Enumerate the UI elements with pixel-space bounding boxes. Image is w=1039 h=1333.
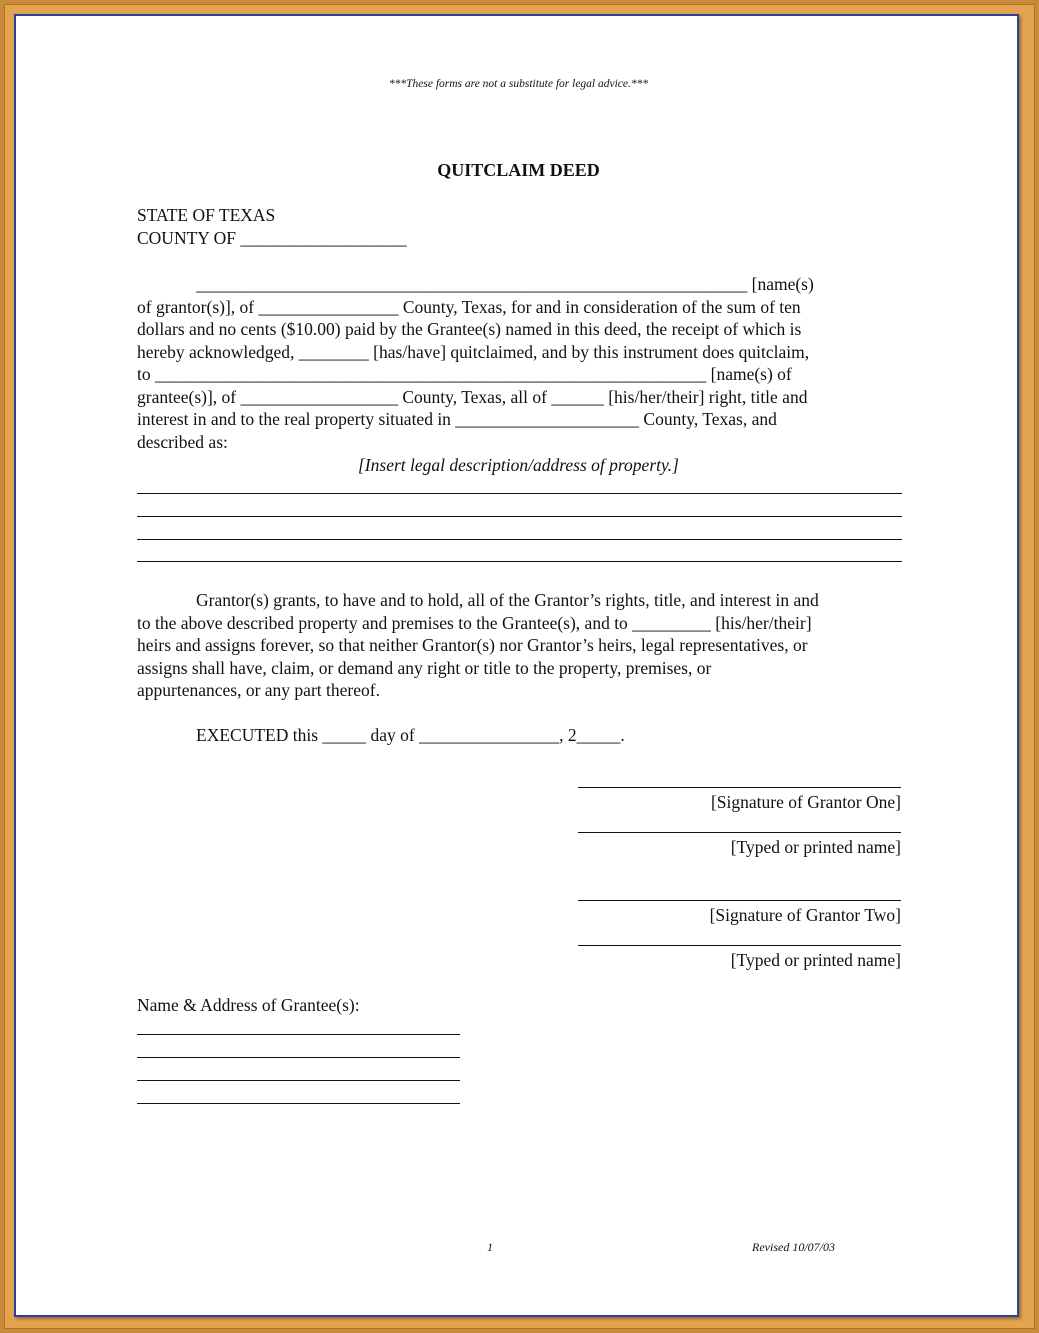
executed-line: EXECUTED this _____ day of ________________, 2_____. [196,725,625,745]
grantee-address-line[interactable] [137,1080,460,1081]
page-number: 1 [487,1240,493,1254]
grantee-address-line[interactable] [137,1057,460,1058]
paragraph-line: Grantor(s) grants, to have and to hold, all of the Grantor’s rights, title, and interest in and [196,590,819,610]
paragraph-line: grantee(s)], of __________________ County, Texas, all of ______ [his/her/their] right, title and [137,387,808,407]
grantor-two-signature-line[interactable] [578,900,901,901]
document-page [14,14,1019,1317]
paragraph-line: to _______________________________________________________________ [name(s) of [137,364,792,384]
legal-description-line[interactable] [137,493,902,494]
grantor-one-name-line[interactable] [578,832,901,833]
paragraph-line: of grantor(s)], of ________________ County, Texas, for and in consideration of the sum of ten [137,297,801,317]
paragraph-line: hereby acknowledged, ________ [has/have] quitclaimed, and by this instrument does quitclaim, [137,342,810,362]
county-line: COUNTY OF ___________________ [137,228,407,248]
paragraph-line: dollars and no cents ($10.00) paid by the Grantee(s) named in this deed, the receipt of which is [137,319,802,339]
grantor-one-name-label: [Typed or printed name] [730,837,901,857]
grantee-address-line[interactable] [137,1103,460,1104]
paragraph-line: appurtenances, or any part thereof. [137,680,380,700]
legal-description-line[interactable] [137,539,902,540]
paragraph-line: assigns shall have, claim, or demand any right or title to the property, premises, or [137,658,712,678]
legal-description-line[interactable] [137,561,902,562]
grantor-two-name-line[interactable] [578,945,901,946]
legal-description-line[interactable] [137,516,902,517]
paragraph-line: interest in and to the real property situated in _____________________ County, Texas, and [137,409,777,429]
revision-date: Revised 10/07/03 [752,1240,835,1254]
grantor-one-signature-line[interactable] [578,787,901,788]
grantor-one-signature-label: [Signature of Grantor One] [710,792,901,812]
grantor-two-name-label: [Typed or printed name] [730,950,901,970]
grantee-address-line[interactable] [137,1034,460,1035]
paragraph-line: heirs and assigns forever, so that neither Grantor(s) nor Grantor’s heirs, legal representatives, or [137,635,808,655]
state-line: STATE OF TEXAS [137,205,276,225]
paragraph-line: described as: [137,432,228,452]
disclaimer: ***These forms are not a substitute for legal advice.*** [388,78,649,90]
paragraph-line: to the above described property and premises to the Grantee(s), and to _________ [his/her/their] [137,613,812,633]
paragraph-line: _______________________________________________________________ [name(s) [196,274,814,294]
grantee-address-label: Name & Address of Grantee(s): [137,995,360,1015]
grantor-two-signature-label: [Signature of Grantor Two] [709,905,901,925]
document-title: QUITCLAIM DEED [437,160,600,180]
legal-description-prompt: [Insert legal description/address of property.] [358,455,679,475]
